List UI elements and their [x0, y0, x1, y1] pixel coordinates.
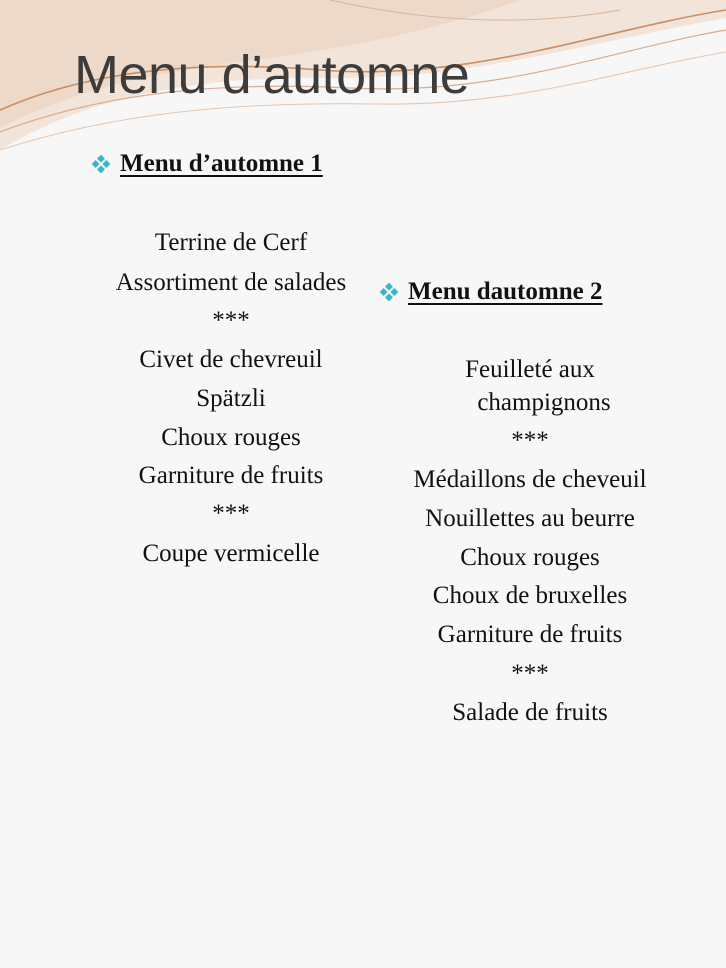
menu-1-heading-label: Menu d’automne 1 — [120, 150, 323, 177]
menu-2-item: Feuilleté aux — [465, 356, 595, 383]
page-title: Menu d’automne — [74, 45, 470, 105]
menu-2-item: Choux de bruxelles — [432, 582, 628, 609]
menu-2-separator: *** — [511, 427, 549, 454]
menu-2-item: Médaillons de cheveuil — [413, 466, 647, 493]
menu-1-item: Civet de chevreuil — [139, 346, 323, 373]
menu-1-separator: *** — [212, 307, 250, 334]
menu-1-item: Coupe vermicelle — [142, 540, 320, 567]
menu-1-item: Choux rouges — [161, 424, 301, 451]
menu-1-heading — [92, 150, 323, 178]
menu-2-heading — [380, 278, 602, 306]
menu-2-separator: *** — [511, 660, 549, 687]
menu-2-heading-label: Menu dautomne 2 — [408, 278, 603, 305]
menu-2-item: Nouillettes au beurre — [425, 505, 635, 532]
menu-1-item: Assortiment de salades — [115, 269, 347, 296]
menu-1-separator: *** — [212, 500, 250, 527]
menu-2-item: champignons — [477, 389, 611, 416]
menu-2-item: Choux rouges — [460, 544, 600, 571]
diamond-bullet-icon — [92, 155, 110, 173]
menu-2-item: Salade de fruits — [452, 699, 608, 726]
menu-1-item: Garniture de fruits — [138, 462, 324, 489]
diamond-bullet-icon — [380, 283, 398, 301]
menu-1-item: Spätzli — [196, 385, 266, 412]
menu-2-item: Garniture de fruits — [437, 621, 623, 648]
menu-1-item: Terrine de Cerf — [154, 229, 308, 256]
